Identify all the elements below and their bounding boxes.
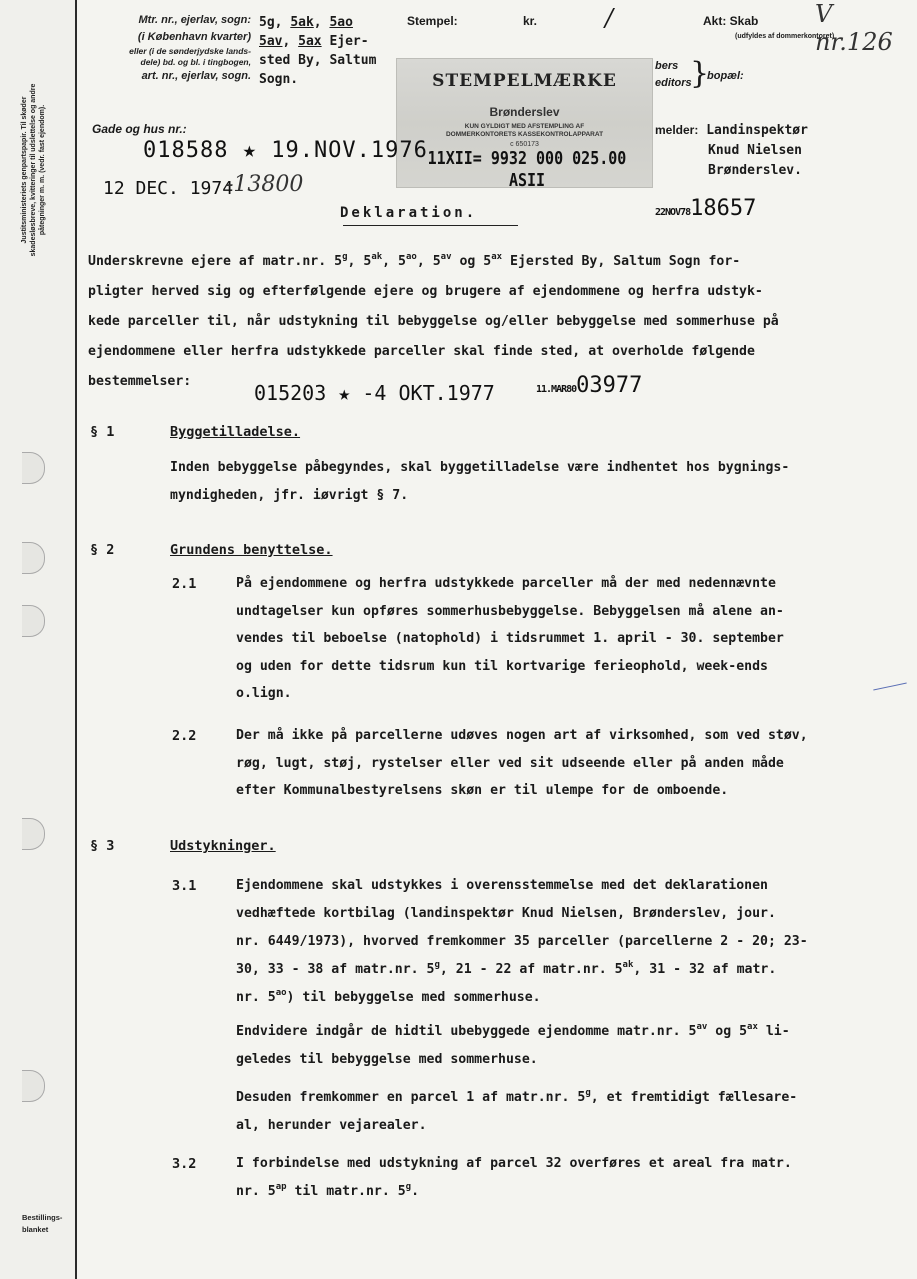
- matr-value: 5ak: [290, 15, 314, 30]
- stamp-date: 11.MAR80: [536, 384, 577, 395]
- document-title: Deklaration.: [340, 205, 478, 221]
- superscript: g: [434, 960, 440, 970]
- intro-paragraph: [88, 247, 898, 397]
- superscript: ak: [622, 960, 634, 970]
- akt-number-handwritten: V nr.126: [815, 0, 893, 56]
- text-line: Inden bebyggelse påbegyndes, skal byggetilladelse være indhentet hos bygnings-: [170, 460, 790, 475]
- text-line: ejendommene eller herfra udstykkede parceller skal finde sted, at overholde følgende: [88, 344, 755, 359]
- registration-stamp: [536, 373, 642, 398]
- akt-label: Akt: Skab: [703, 14, 759, 28]
- form-notice-line: skadesløsbreve, kvitteringer til udslettelse og andre: [30, 83, 37, 257]
- text: og 5: [451, 254, 492, 269]
- form-order-line: blanket: [22, 1225, 49, 1234]
- stamp-number: 11XII= 9932 000 025.00 ASII: [427, 147, 627, 191]
- text-line: geledes til bebyggelse med sommerhuse.: [236, 1052, 538, 1067]
- melder-name: Landinspektør: [706, 123, 808, 138]
- subsection-number: 2.2: [172, 728, 197, 744]
- text: , 5: [416, 254, 441, 269]
- text: li-: [757, 1024, 790, 1039]
- text: 30, 33 - 38 af matr.nr. 5: [236, 962, 435, 977]
- registration-stamp: 12 DEC. 1974: [103, 178, 234, 199]
- property-values: 5g, 5ak, 5ao 5av, 5ax Ejer- sted By, Saltum Sogn.: [259, 15, 377, 87]
- text-line: nr. 6449/1973), hvorved fremkommer 35 parceller (parcellerne 2 - 20; 23-: [236, 934, 808, 949]
- matr-value: 5av: [259, 34, 283, 49]
- editor-label-line: bers: [655, 60, 679, 72]
- registration-stamp: [655, 196, 756, 221]
- text: Underskrevne ejere af matr.nr. 5: [88, 254, 343, 269]
- text: Desuden fremkommer en parcel 1 af matr.nr. 5: [236, 1090, 586, 1105]
- stamp-number: 18657: [690, 196, 757, 221]
- text: , 5: [382, 254, 406, 269]
- matr-value: 5ax: [298, 34, 322, 49]
- punch-hole: [22, 542, 45, 574]
- text: .: [411, 1184, 420, 1199]
- label-line: (i København kvarter): [137, 31, 251, 43]
- melder-line: Knud Nielsen: [708, 143, 802, 158]
- title-underline: [343, 225, 518, 226]
- applicant: [655, 120, 808, 181]
- editor-label-line: editors: [655, 77, 692, 89]
- pen-mark: [873, 682, 906, 690]
- registration-stamp: 018588 ★ 19.NOV.1976: [143, 138, 428, 163]
- property-labels: [86, 12, 251, 85]
- kr-handwritten: /: [605, 4, 614, 32]
- text: ) til bebyggelse med sommerhuse.: [286, 990, 541, 1005]
- stamp-date: 22NOV78: [655, 207, 691, 218]
- label-line: dele) bd. og bl. i tingbogen,: [140, 57, 251, 67]
- brace-glyph: }: [690, 56, 710, 91]
- section-title: Byggetilladelse.: [170, 424, 301, 440]
- matr-value: 5g: [259, 15, 275, 30]
- subsection-text: [236, 1150, 792, 1206]
- superscript: g: [342, 252, 348, 262]
- label-line: eller (i de sønderjydske lands-: [129, 46, 251, 56]
- stamp-small-line: KUN GYLDIGT MED AFSTEMPLING AF: [464, 123, 585, 130]
- handwritten-number: -13800: [226, 172, 304, 197]
- superscript: av: [696, 1022, 708, 1032]
- punch-hole: [22, 818, 45, 850]
- text-line: I forbindelse med udstykning af parcel 32 overføres et areal fra matr.: [236, 1156, 792, 1171]
- form-notice-line: påtegninger m. m. (vedr. fast ejendom).: [39, 104, 46, 236]
- stamp-title: STEMPELMÆRKE: [432, 71, 617, 91]
- text: nr. 5: [236, 1184, 276, 1199]
- gade-label: Gade og hus nr.:: [92, 122, 187, 136]
- stamp-number: 03977: [576, 373, 643, 398]
- punch-hole: [22, 605, 45, 637]
- subsection-number: 2.1: [172, 576, 197, 592]
- superscript: av: [440, 252, 452, 262]
- kr-label: kr.: [523, 14, 538, 28]
- form-order-line: Bestillings-: [22, 1213, 63, 1222]
- registration-stamp: 015203 ★ -4 OKT.1977: [254, 381, 495, 405]
- superscript: ao: [275, 988, 287, 998]
- matr-text: Ejer-: [329, 34, 369, 49]
- subsection-text: [236, 722, 808, 805]
- superscript: ap: [275, 1182, 287, 1192]
- superscript: g: [405, 1182, 412, 1192]
- stamp-small-line: DOMMERKONTORETS KASSEKONTROLAPPARAT: [445, 131, 604, 138]
- stamp-small-text: [417, 123, 632, 139]
- stamp-place: Brønderslev: [489, 105, 560, 119]
- text: til matr.nr. 5: [286, 1184, 406, 1199]
- section-text: [170, 454, 789, 509]
- bopael-label: bopæl:: [707, 70, 744, 82]
- subsection-text: [236, 570, 784, 708]
- text-line: efter Kommunalbestyrelsens skøn er til ulempe for de omboende.: [236, 783, 729, 798]
- punch-hole: [22, 452, 45, 484]
- text-line: myndigheden, jfr. iøvrigt § 7.: [170, 487, 409, 503]
- text: Ejersted By, Saltum Sogn for-: [502, 254, 741, 269]
- binding-margin: [0, 0, 77, 1279]
- text: nr. 5: [236, 990, 276, 1005]
- text: , et fremtidigt fællesare-: [590, 1090, 798, 1105]
- superscript: g: [585, 1088, 591, 1098]
- text-line: røg, lugt, støj, rystelser eller ved sit udseende eller på anden måde: [236, 755, 784, 771]
- text-line: bestemmelser:: [88, 374, 192, 389]
- matr-value: 5ao: [329, 15, 353, 30]
- text-line: kede parceller til, når udstykning til bebyggelse og/eller bebyggelse med sommerhuse på: [88, 314, 779, 329]
- form-order-label: [22, 1212, 62, 1236]
- melder-label: melder:: [655, 123, 699, 137]
- stamp-code: c 650173: [510, 141, 539, 148]
- punch-hole: [22, 1070, 45, 1102]
- superscript: ao: [406, 252, 417, 262]
- text-line: vedhæftede kortbilag (landinspektør Knud Nielsen, Brønderslev, jour.: [236, 906, 776, 921]
- text-line: pligter herved sig og efterfølgende ejere og brugere af ejendommene og herfra udstyk-: [88, 284, 763, 299]
- superscript: ak: [371, 252, 383, 262]
- subsection-number: 3.1: [172, 878, 197, 894]
- subsection-number: 3.2: [172, 1156, 197, 1172]
- subsection-text: [236, 872, 808, 1012]
- superscript: ax: [491, 252, 503, 262]
- text-line: al, herunder vejarealer.: [236, 1118, 427, 1133]
- label-line: Mtr. nr., ejerlav, sogn:: [138, 14, 251, 26]
- label-line: art. nr., ejerlav, sogn.: [141, 70, 251, 82]
- editor-label: [655, 58, 692, 92]
- text-line: vendes til beboelse (natophold) i tidsrummet 1. april - 30. september: [236, 631, 784, 646]
- section-title: Udstykninger.: [170, 838, 276, 854]
- superscript: ax: [747, 1022, 758, 1032]
- akt-sublabel: (udfyldes af dommerkontoret): [735, 33, 835, 40]
- matr-text: sted By, Saltum: [259, 53, 377, 68]
- text: Endvidere indgår de hidtil ubebyggede ejendomme matr.nr. 5: [236, 1024, 697, 1039]
- text-line: o.lign.: [236, 686, 292, 701]
- text: , 31 - 32 af matr.: [633, 962, 777, 977]
- text-line: På ejendommene og herfra udstykkede parceller må der med nedennævnte: [236, 576, 776, 591]
- text: og 5: [707, 1024, 748, 1039]
- text-line: og uden for dette tidsrum kun til kortvarige ferieophold, week-ends: [236, 658, 768, 674]
- text-line: undtagelser kun opføres sommerhusbebyggelse. Bebyggelsen må alene an-: [236, 603, 784, 619]
- stempel-label: Stempel:: [407, 14, 458, 28]
- section-number: § 3: [90, 838, 115, 854]
- section-title: Grundens benyttelse.: [170, 542, 333, 558]
- stamp-mark: [396, 58, 653, 191]
- section-number: § 2: [90, 542, 115, 558]
- text-line: Ejendommene skal udstykkes i overensstemmelse med det deklarationen: [236, 878, 768, 893]
- section-number: § 1: [90, 424, 115, 440]
- melder-line: Brønderslev.: [708, 163, 802, 178]
- text-line: Der må ikke på parcellerne udøves nogen art af virksomhed, som ved støv,: [236, 728, 808, 743]
- subsection-text: [236, 1084, 797, 1140]
- form-notice-vertical: [20, 40, 47, 300]
- matr-text: Sogn.: [259, 72, 299, 87]
- text: , 21 - 22 af matr.nr. 5: [439, 962, 623, 977]
- subsection-text: [236, 1018, 790, 1074]
- form-notice-line: Justitsministeriets genpartspapir. Til skøder: [21, 96, 28, 244]
- text: , 5: [347, 254, 372, 269]
